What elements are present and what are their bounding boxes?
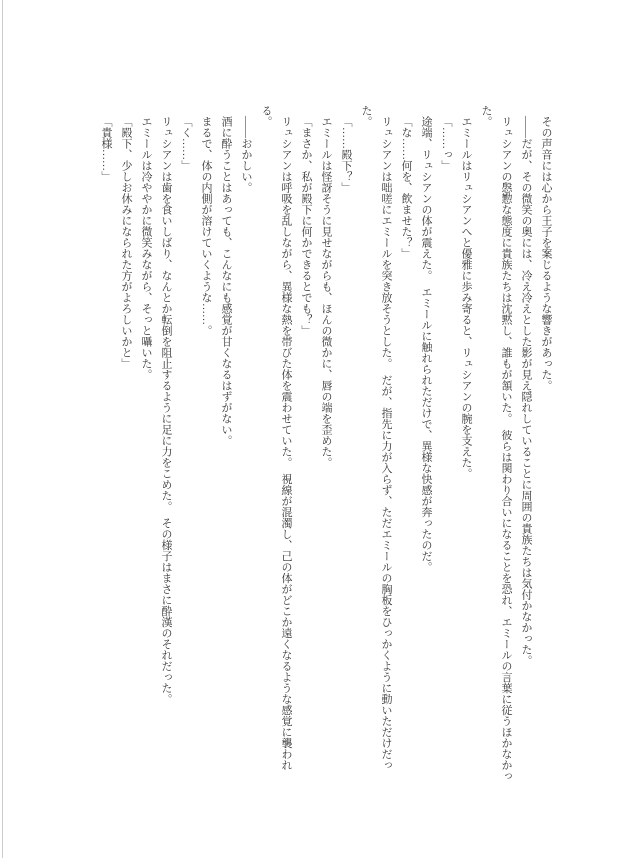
novel-paragraph: リュシアンは歯を食いしばり、なんとか転倒を阻止するように足に力をこめた。 その様子はまさに酔漢のそれだった。 <box>160 116 172 705</box>
novel-paragraph: 「殿下、少しお休みになられた方がよろしいかと」 <box>120 116 132 369</box>
novel-paragraph: エミールはリュシアンへと優雅に歩み寄ると、リュシアンの腕を支えた。 <box>460 116 472 479</box>
novel-paragraph: その声音には心から王子を案じるような響きがあった。 <box>540 116 552 391</box>
novel-paragraph: 途端、リュシアンの体が震えた。 エミールに触れられただけで、異様な快感が奔ったのだ。 <box>420 116 432 573</box>
novel-paragraph: リュシアンは呼吸を乱しながら、異様な熱を帯びた体を震わせていた。 視線が混濁し、己の体がどこか遠くなるような感覚に襲われる。 <box>260 105 292 771</box>
novel-paragraph: 「な……何を、飲ませた？」 <box>400 116 412 259</box>
novel-paragraph: ――おかしい。 <box>240 116 252 193</box>
novel-paragraph: まるで、体の内側が溶けていくような……。 <box>200 116 212 336</box>
novel-paragraph: 「貴様……」 <box>100 116 112 182</box>
novel-paragraph: 「……殿下？」 <box>340 116 352 193</box>
novel-paragraph: リュシアンは咄嗟にエミールを突き放そうとした。 だが、指先に力が入らず、ただエミールの胸板をひっかくように動いただけだった。 <box>360 105 392 771</box>
novel-paragraph: 酒に酔うことはあっても、こんなにも感覚が甘くなるはずがない。 <box>220 116 232 446</box>
novel-paragraph: エミールは冷ややかに微笑みながら、そっと囁いた。 <box>140 116 152 380</box>
novel-text-block <box>96 105 556 787</box>
page-edge-divider <box>2 0 3 858</box>
novel-paragraph: 「まさか、私が殿下に何かできるとでも？」 <box>300 116 312 336</box>
novel-paragraph: エミールは怪訝そうに見せながらも、ほんの微かに、唇の端を歪めた。 <box>320 116 332 468</box>
novel-paragraph: 「……っ」 <box>440 116 452 171</box>
novel-paragraph: 「く……」 <box>180 116 192 171</box>
novel-paragraph: ――だが、その微笑の奥には、冷え冷えとした影が見え隠れしていることに周囲の貴族たちは気付かなかった。 <box>520 116 532 666</box>
novel-paragraph: リュシアンの慇懃な態度に貴族たちは沈黙し、誰もが頷いた。 彼らは関わり合いになることを恐れ、エミールの言葉に従うほかなかった。 <box>480 105 512 782</box>
